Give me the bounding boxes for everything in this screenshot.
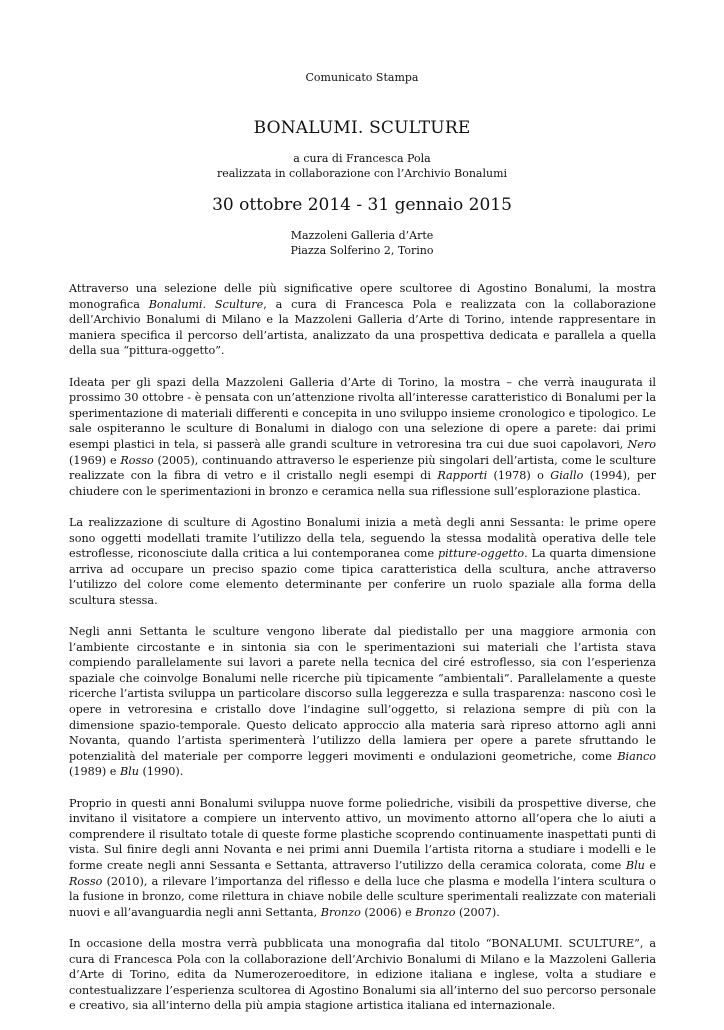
paragraph — [69, 796, 656, 921]
text-run: Proprio in questi anni Bonalumi sviluppa nuove forme poliedriche, visibili da prospettive diverse, che invitano il visitatore a compiere un intervento attivo, un movimento attorno all’opera che lo aiuti a comprendere il risultato totale di queste forme plastiche scoprendo continuamente inaspettati punti di vista. Sul finire degli anni Novanta e nei primi anni Duemila l’artista ritorna a studiare i modelli e le forme create negli anni Sessanta e Settanta, attraverso l’utilizzo della ceramica colorata, come — [69, 796, 656, 872]
paragraph — [69, 624, 656, 780]
italic-title-run: Bianco — [617, 749, 656, 763]
text-run: , a cura di Francesca Pola e realizzata con la collaborazione dell’Archivio Bonalumi di Milano e la Mazzoleni Galleria d’Arte di Torino, intende rappresentare in maniera specifica il percorso dell’artista, analizzato da una prospettiva dedicata e parallela a quella della sua “pittura-oggetto”. — [69, 297, 656, 358]
curator-line: a cura di Francesca Pola — [293, 152, 431, 165]
text-run: (1978) o — [487, 469, 551, 483]
text-run: Ideata per gli spazi della Mazzoleni Galleria d’Arte di Torino, la mostra – che verrà inaugurata il prossimo 30 ottobre - è pensata con un’attenzione rivolta all’interesse caratteristico di Bonalumi per la sperimentazione di materiali differenti e concepita in uno sviluppo insieme cronologico e tipologico. Le sale ospiteranno le sculture di Bonalumi in dialogo con una selezione di opere a parete: dai primi esempi plastici in tela, si passerà alle grandi sculture in vetroresina tra cui due suoi capolavori, — [69, 375, 656, 451]
body-text — [69, 281, 656, 1030]
text-run: In occasione della mostra verrà pubblicata una monografia dal titolo “BONALUMI. SCULTURE”, a cura di Francesca Pola con la collaborazione dell’Archivio Bonalumi di Milano e la Mazzoleni Galleria d’Arte di Torino, edita da Numerozeroeditore, in edizione italiana e inglese, volta a studiare e contestualizzare l’esperienza scultorea di Agostino Bonalumi sia all’interno del suo percorso personale e creativo, sia all’interno della più ampia stagione artistica italiana ed internazionale. — [69, 936, 656, 1013]
text-run: (2005), continuando attraverso le esperienze più singolari dell’artista, come le sculture realizzate con la fibra di vetro e il cristallo negli esempi di — [69, 453, 657, 483]
text-run: (2006) e — [360, 905, 416, 919]
italic-title-run: Nero — [627, 437, 656, 451]
curator-block — [0, 151, 724, 181]
text-run: (1990). — [138, 765, 184, 779]
text-run: (1994), per chiudere con le sperimentazioni in bronzo e ceramica nella sua riflessione sull’esplorazione plastica. — [69, 469, 656, 498]
italic-title-run: Rosso — [69, 874, 103, 888]
text-run: (1969) e — [69, 453, 121, 467]
exhibition-dates: 30 ottobre 2014 - 31 gennaio 2015 — [212, 195, 512, 215]
italic-title-run: Rosso — [120, 453, 154, 467]
venue-address: Piazza Solferino 2, Torino — [290, 244, 434, 257]
text-run: (2010), a rilevare l’importanza del riflesso e della luce che plasma e modella l’intera scultura o la fusione in bronzo, come rilettura in chiave nobile delle sculture sperimentali realizzate con materiali nuovi e all’avanguardia negli anni Settanta, — [69, 874, 656, 919]
collaboration-line: realizzata in collaborazione con l’Archivio Bonalumi — [216, 167, 508, 180]
document-kicker: Comunicato Stampa — [305, 71, 419, 84]
document-title: BONALUMI. SCULTURE — [253, 118, 471, 138]
text-run: . La quarta dimensione arriva ad occupare un preciso spazio come tipica caratteristica della scultura, anche attraverso l’utilizzo del colore come elemento determinante per conferire un ruolo spaziale alla forma della scultura stessa. — [69, 547, 656, 607]
italic-title-run: pitture-oggetto — [437, 547, 525, 561]
text-run: e — [644, 858, 657, 872]
italic-title-run: Blu — [625, 858, 645, 872]
italic-title-run: Blu — [119, 765, 139, 779]
text-run: (2007). — [455, 905, 500, 919]
text-run: Attraverso una selezione delle più significative opere scultoree di Agostino Bonalumi, la mostra monografica — [69, 282, 656, 311]
text-run: (1989) e — [69, 765, 120, 779]
italic-title-run: Bonalumi. Sculture — [148, 297, 264, 311]
paragraph — [69, 936, 656, 1014]
paragraph — [69, 515, 656, 609]
italic-title-run: Giallo — [550, 469, 584, 483]
venue-name: Mazzoleni Galleria d’Arte — [290, 229, 434, 242]
italic-title-run: Bronzo — [320, 905, 361, 919]
italic-title-run: Rapporti — [437, 469, 488, 483]
venue-block — [0, 228, 724, 258]
paragraph — [69, 281, 656, 359]
paragraph — [69, 375, 656, 500]
text-run: La realizzazione di sculture di Agostino Bonalumi inizia a metà degli anni Sessanta: le prime opere sono oggetti modellati tramite l’utilizzo della tela, seguendo la stessa modalità operativa delle tele estroflesse, riconosciute dalla critica a lui contemporanea come — [69, 515, 656, 561]
text-run: Negli anni Settanta le sculture vengono liberate dal piedistallo per una maggiore armonia con l’ambiente circostante e in sintonia sia con le sperimentazioni sui materiali che l’artista stava compiendo parallelamente sui lavori a parete nella tecnica del ciré estroflesso, sia con l’esperienza spaziale che coinvolge Bonalumi nelle ricerche più tipicamente “ambientali”. Parallelamente a queste ricerche l’artista sviluppa un particolare discorso sulla leggerezza e sulla trasparenza: nascono così le opere in vetroresina e cristallo dove l’indagine sull’oggetto, si relaziona sempre di più con la dimensione spazio-temporale. Questo delicato approccio alla materia sarà ripreso attorno agli anni Novanta, quando l’artista sperimenterà l’utilizzo della lamiera per opere a parete sfruttando le potenzialità del materiale per comporre leggeri movimenti e ondulazioni geometriche, come — [69, 625, 656, 763]
italic-title-run: Bronzo — [415, 905, 456, 919]
